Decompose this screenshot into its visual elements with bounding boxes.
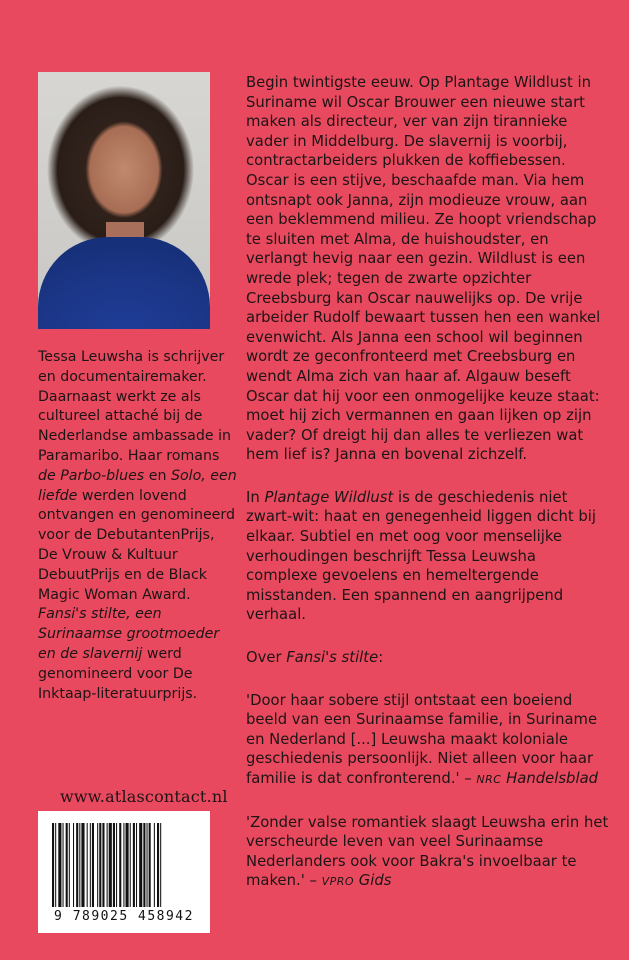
barcode-bar — [107, 823, 108, 907]
barcode-bar — [113, 823, 115, 907]
bio-text-2: werden lovend ontvangen en genomineerd voor de DebutantenPrijs, De Vrouw & Kultuur DebuutPrijs en de Black Magic Woman Award. — [38, 487, 235, 603]
para2-title: Plantage Wildlust — [264, 488, 394, 506]
barcode-bar — [109, 823, 112, 907]
barcode-bar — [79, 823, 80, 907]
barcode-bar — [130, 823, 131, 907]
quote1-source: Handelsblad — [501, 770, 599, 787]
quote2-source-sc: VPRO — [321, 875, 355, 889]
barcode-bar — [157, 823, 159, 907]
barcode-bar — [97, 823, 98, 907]
barcode-bar — [73, 823, 74, 907]
barcode-bar — [87, 823, 88, 907]
over-post: : — [378, 649, 384, 667]
barcode-bar — [81, 823, 84, 907]
barcode-bar — [154, 823, 155, 907]
barcode-bar — [99, 823, 101, 907]
over-heading — [246, 648, 610, 668]
quote2-text: 'Zonder valse romantiek slaagt Leuwsha erin het verscheurde leven van veel Surinaamse Nederlanders ook voor Bakra's invoelbaar te maken.' – — [246, 813, 609, 890]
barcode-bars — [52, 823, 202, 907]
barcode-bar — [66, 823, 68, 907]
review-quote-2 — [246, 813, 610, 892]
barcode-bar — [123, 823, 124, 907]
para2-pre: In — [246, 488, 265, 506]
barcode-bar — [69, 823, 70, 907]
bio-text-3: werd genomineerd voor De Inktaap-literatuurprijs. — [38, 645, 198, 702]
bio-text-1: Tessa Leuwsha is schrijver en documentairemaker. Daarnaast werkt ze als cultureel attaché bij de Nederlandse ambassade in Paramaribo. Haar romans — [38, 349, 232, 464]
barcode-bar — [90, 823, 91, 907]
barcode-bar — [149, 823, 151, 907]
barcode-bar — [126, 823, 129, 907]
isbn-barcode — [38, 811, 210, 933]
barcode-bar — [116, 823, 117, 907]
bio-and: en — [144, 467, 171, 484]
blurb — [246, 73, 610, 915]
para2-post: is de geschiedenis niet zwart-wit: haat en genegenheid liggen dicht bij elkaar. Subtiel en met oog voor menselijke verhoudingen beschrijft Tessa Leuwsha complexe gevoelens en hemeltergende misstanden. Een spannend en aangrijpend verhaal. — [246, 488, 596, 624]
barcode-bar — [143, 823, 145, 907]
review-quote-1 — [246, 691, 610, 790]
barcode-bar — [55, 823, 56, 907]
quote1-source-sc: NRC — [476, 773, 502, 786]
barcode-bar — [136, 823, 137, 907]
barcode-number: 9 789025 458942 — [54, 909, 194, 924]
barcode-bar — [63, 823, 64, 907]
bio-book-3: Fansi's stilte, een Surinaamse grootmoeder en de slavernij — [38, 606, 220, 662]
quote1-text: 'Door haar sobere stijl ontstaat een boeiend beeld van een Surinaamse familie, in Suriname en Nederland [...] Leuwsha maakt koloniale geschiedenis persoonlijk. Niet alleen voor haar familie is dat confronterend.' – — [246, 691, 598, 787]
barcode-bar — [147, 823, 148, 907]
barcode-bar — [160, 823, 161, 907]
barcode-bar — [58, 823, 61, 907]
blurb-paragraph-2 — [246, 488, 610, 625]
barcode-bar — [139, 823, 142, 907]
author-bio — [38, 348, 238, 704]
bio-book-2: Solo, een liefde — [38, 467, 237, 504]
barcode-bar — [119, 823, 121, 907]
author-photo-shirt — [38, 237, 210, 329]
publisher-url[interactable]: www.atlascontact.nl — [60, 787, 228, 806]
blurb-paragraph-1: Begin twintigste eeuw. Op Plantage Wildlust in Suriname wil Oscar Brouwer een nieuwe start maken als directeur, ver van zijn tirannieke vader in Middelburg. De slavernij is voorbij, contractarbeiders plukken de koffiebessen. Oscar is een stijve, beschaafde man. Via hem ontsnapt ook Janna, zijn modieuze vrouw, aan een beklemmend milieu. Ze hoopt vriendschap te sluiten met Alma, de huishoudster, en verlangt hevig naar een gezin. Wildlust is een wrede plek; tegen de zwarte opzichter Creebsburg kan Oscar nauwelijks op. De vrije arbeider Rudolf bewaart tussen hen een wankel evenwicht. Als Janna een school wil beginnen wordt ze geconfronteerd met Creebsburg en wendt Alma zich van haar af. Algauw beseft Oscar dat hij voor een onmogelijke keuze staat: moet hij zich vermannen en gaan lijken op zijn vader? Of dreigt hij dan alles te verliezen wat hem lief is? Janna en bovenal zichzelf. — [246, 74, 601, 464]
barcode-bar — [92, 823, 94, 907]
over-pre: Over — [246, 649, 287, 667]
barcode-bar — [52, 823, 54, 907]
quote2-source: Gids — [354, 872, 392, 890]
barcode-bar — [76, 823, 78, 907]
author-photo — [38, 72, 210, 329]
bio-book-1: de Parbo-blues — [38, 467, 145, 484]
over-title: Fansi's stilte — [286, 649, 379, 667]
barcode-bar — [102, 823, 104, 907]
barcode-bar — [133, 823, 135, 907]
